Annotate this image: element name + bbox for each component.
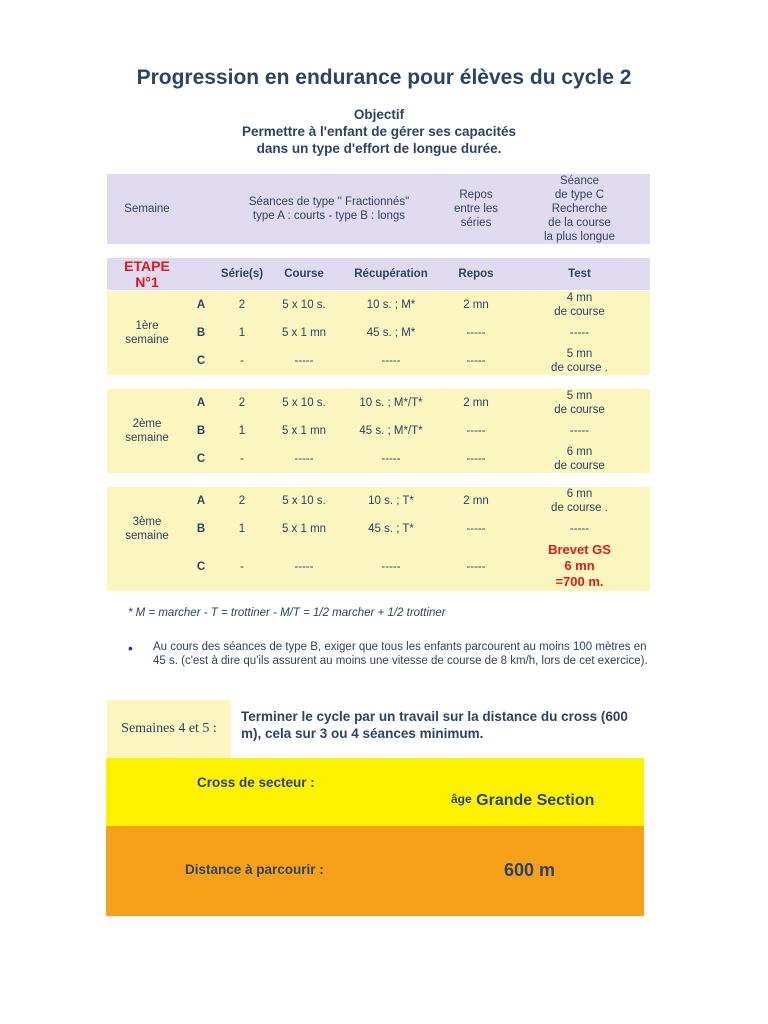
objective-line-2: dans un type d'effort de longue durée. xyxy=(256,141,502,156)
bullet-text: Au cours des séances de type B, exiger que tous les enfants parcourent au moins 100 mètres en 45 s. (c'est à dire qu'ils assurent au moins une vitesse de course de 8 km/h, lors de cet exercice). xyxy=(153,641,648,667)
table-row-recup: 10 s. ; M*/T* xyxy=(359,397,423,409)
table-row-recup: 10 s. ; M* xyxy=(366,299,416,311)
semaines-4-5-label: Semaines 4 et 5 : xyxy=(107,700,231,758)
objective-heading: Objectif xyxy=(353,107,405,122)
table-row-test: 6 mn de course . xyxy=(551,488,608,514)
brevet-gs-label: Brevet GS 6 mn =700 m. xyxy=(548,542,611,589)
week-label-1: 1ère semaine xyxy=(125,320,169,346)
table-row-repos: 2 mn xyxy=(463,495,489,507)
table-row-series: 1 xyxy=(238,425,246,437)
table-row-course: 5 x 10 s. xyxy=(282,495,326,507)
subheader-test: Test xyxy=(568,268,591,280)
cross-age xyxy=(451,792,594,810)
semaines-4-5-text: Terminer le cycle par un travail sur la distance du cross (600 m), cela sur 3 ou 4 séances minimum. xyxy=(241,709,628,741)
table-row-test: ----- xyxy=(569,327,590,339)
table-row-type: C xyxy=(196,561,206,573)
table-row-repos: ----- xyxy=(466,453,486,465)
table-row-repos: 2 mn xyxy=(463,299,489,311)
table-row-series: 2 xyxy=(238,397,246,409)
table-row-course: ----- xyxy=(294,561,314,573)
table-row-series: 2 xyxy=(238,299,246,311)
table-row-repos: 2 mn xyxy=(463,397,489,409)
table-row-course: 5 x 1 mn xyxy=(281,523,327,535)
table-row-test: ----- xyxy=(569,425,590,437)
subheader-repos: Repos xyxy=(458,268,494,280)
table-row-recup: 45 s. ; T* xyxy=(368,523,414,535)
table-row-series: 1 xyxy=(238,523,246,535)
table-row-test: 5 mn de course . xyxy=(551,348,608,374)
table-row-recup: ----- xyxy=(381,561,401,573)
table-row-course: 5 x 10 s. xyxy=(282,299,326,311)
table-row-type: B xyxy=(196,425,206,437)
table-row-course: ----- xyxy=(294,453,314,465)
page-title: Progression en endurance pour élèves du cycle 2 xyxy=(136,66,632,89)
table-row-type: A xyxy=(196,397,206,409)
subheader-series: Série(s) xyxy=(220,268,264,280)
objective-line-1: Permettre à l'enfant de gérer ses capacités xyxy=(241,124,517,139)
etape-label: ETAPE N°1 xyxy=(124,258,170,290)
cross-age-value: Grande Section xyxy=(476,792,595,809)
table-row-series: - xyxy=(240,453,244,465)
table-row-type: A xyxy=(196,495,206,507)
table-row-type: B xyxy=(196,523,206,535)
table-row-recup: ----- xyxy=(381,355,401,367)
header-semaine: Semaine xyxy=(124,203,170,215)
header-seances: Séances de type " Fractionnés" type A : courts - type B : longs xyxy=(248,196,410,222)
header-repos: Repos entre les séries xyxy=(453,189,499,229)
table-row-type: B xyxy=(196,327,206,339)
cross-secteur-label: Cross de secteur : xyxy=(197,775,315,790)
table-row-series: 1 xyxy=(238,327,246,339)
table-row-course: 5 x 1 mn xyxy=(281,425,327,437)
table-row-repos: ----- xyxy=(466,523,486,535)
week-label-2: 2ème semaine xyxy=(125,418,169,444)
table-row-repos: ----- xyxy=(466,327,486,339)
table-row-recup: 45 s. ; M* xyxy=(366,327,416,339)
header-seance-c: Séance de type C Recherche de la course la plus longue xyxy=(544,175,615,243)
table-row-recup: 45 s. ; M*/T* xyxy=(359,425,423,437)
distance-value: 600 m xyxy=(504,860,556,880)
footnote: * M = marcher - T = trottiner - M/T = 1/2 marcher + 1/2 trottiner xyxy=(128,607,446,619)
table-row-test: 6 mn de course xyxy=(554,446,605,472)
table-row-test: 5 mn de course xyxy=(554,390,605,416)
table-row-type: C xyxy=(196,453,206,465)
table-row-series: - xyxy=(240,355,244,367)
week-label-3: 3ème semaine xyxy=(125,516,169,542)
table-row-type: C xyxy=(196,355,206,367)
table-row-series: - xyxy=(240,561,244,573)
cross-age-prefix: âge xyxy=(451,792,472,806)
table-row-repos: ----- xyxy=(466,561,486,573)
table-row-test: 4 mn de course xyxy=(554,292,605,318)
bullet-icon: • xyxy=(128,640,133,656)
objective-block xyxy=(0,106,758,157)
table-row-repos: ----- xyxy=(466,425,486,437)
subheader-recuperation: Récupération xyxy=(354,268,428,280)
table-row-recup: 10 s. ; T* xyxy=(368,495,414,507)
table-row-series: 2 xyxy=(238,495,246,507)
table-row-repos: ----- xyxy=(466,355,486,367)
subheader-course: Course xyxy=(284,268,324,280)
table-row-course: 5 x 1 mn xyxy=(281,327,327,339)
table-row-test: ----- xyxy=(569,523,590,535)
table-row-course: ----- xyxy=(294,355,314,367)
table-row-course: 5 x 10 s. xyxy=(282,397,326,409)
table-row-recup: ----- xyxy=(381,453,401,465)
table-row-type: A xyxy=(196,299,206,311)
distance-label: Distance à parcourir : xyxy=(185,862,324,877)
